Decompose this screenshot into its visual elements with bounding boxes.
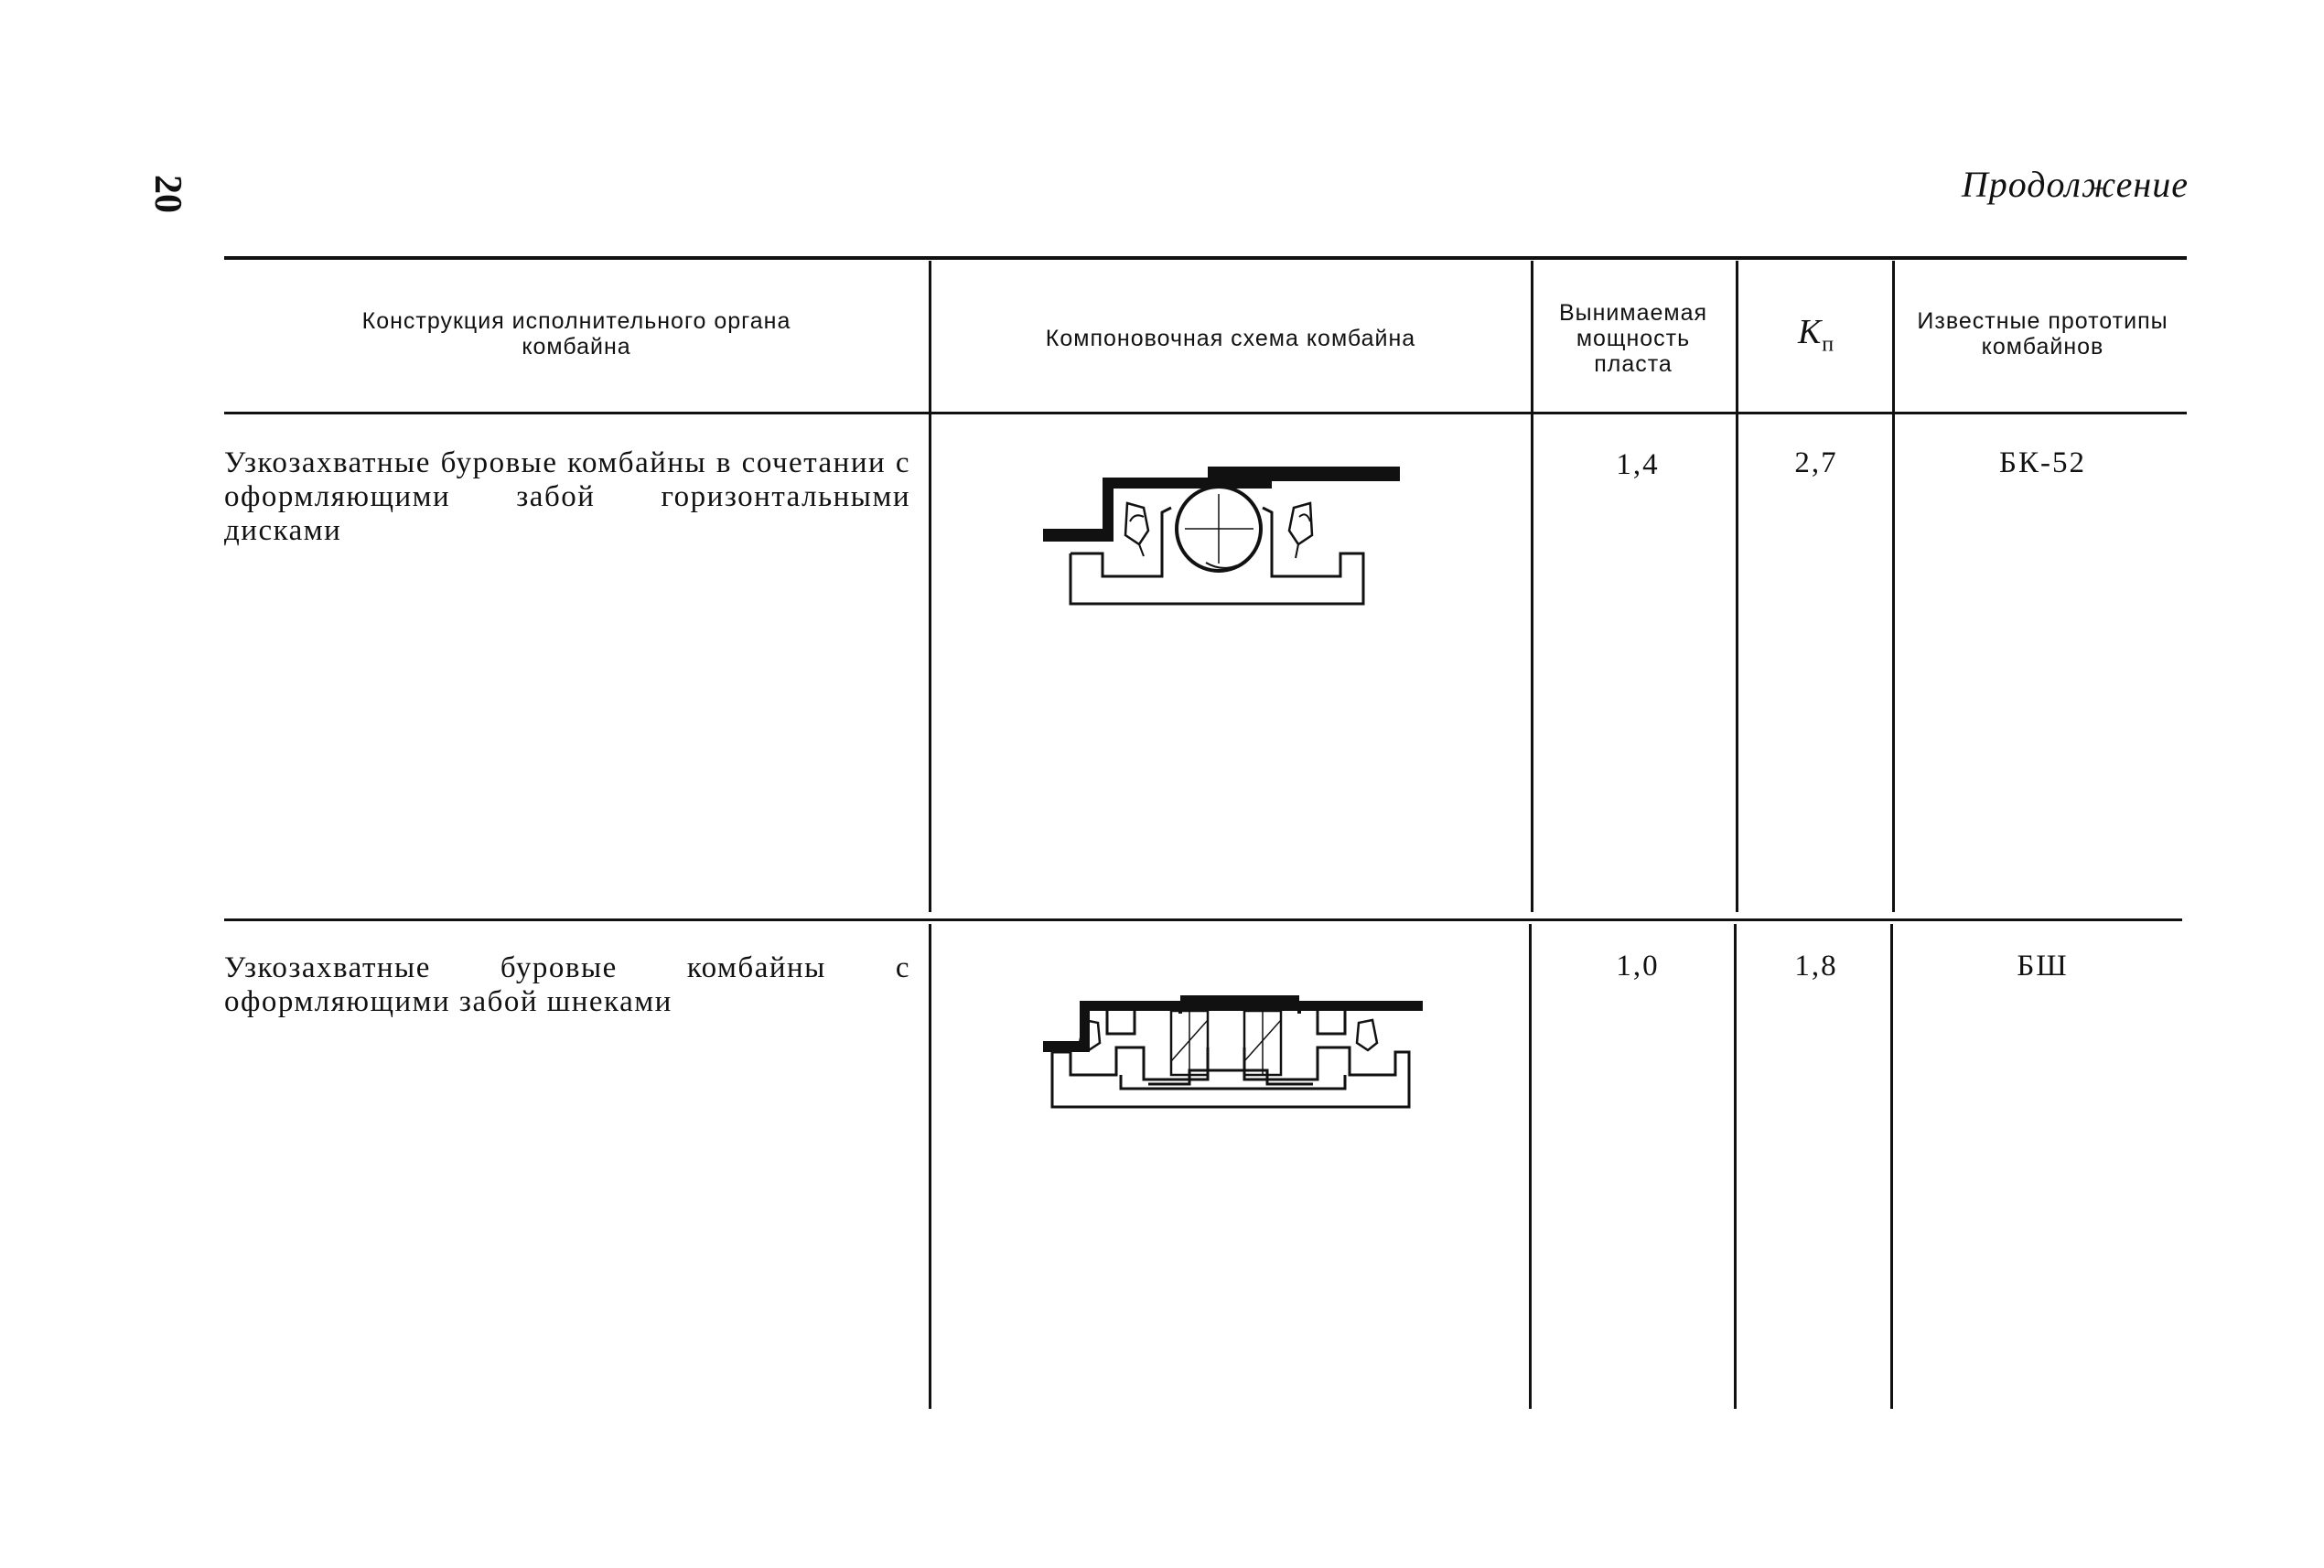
column-divider: [1529, 924, 1532, 1409]
row1-construction: Узкозахватные буровые комбайны в сочетании с оформляющими забой горизонтальными дисками: [224, 446, 910, 547]
kp-symbol: К: [1797, 313, 1823, 352]
column-divider: [1734, 924, 1737, 1409]
row1-thickness: 1,4: [1616, 448, 1660, 481]
kp-subscript: п: [1822, 332, 1835, 357]
page-number: 20: [146, 175, 188, 213]
row2-thickness: 1,0: [1616, 950, 1660, 983]
table-top-rule: [224, 256, 2187, 260]
column-divider: [929, 261, 931, 912]
row2-construction: Узкозахватные буровые комбайны с оформляющими забой шнеками: [224, 951, 910, 1018]
header-prototypes: Известные прототипы комбайнов: [1917, 308, 2168, 360]
header-schema: Компоновочная схема комбайна: [1045, 326, 1416, 351]
row1-kp: 2,7: [1794, 446, 1838, 479]
header-kp: [1743, 302, 1889, 375]
row2-kp: 1,8: [1794, 950, 1838, 983]
header-construction: Конструкция исполнительного органа комбайна: [361, 308, 791, 360]
row2-schema-diagram: [1043, 979, 1427, 1134]
row1-schema-diagram: [1043, 457, 1409, 613]
column-divider: [1736, 261, 1738, 912]
header-thickness: Вынимаемая мощность пласта: [1558, 300, 1708, 377]
column-divider: [929, 924, 931, 1409]
row2-prototype: БШ: [2017, 950, 2069, 983]
table-row-divider: [224, 918, 2182, 921]
column-divider: [1890, 924, 1893, 1409]
column-divider: [1892, 261, 1895, 912]
column-divider: [1531, 261, 1533, 912]
row1-prototype: БК-52: [1999, 446, 2086, 479]
continuation-label: Продолжение: [1961, 164, 2189, 205]
